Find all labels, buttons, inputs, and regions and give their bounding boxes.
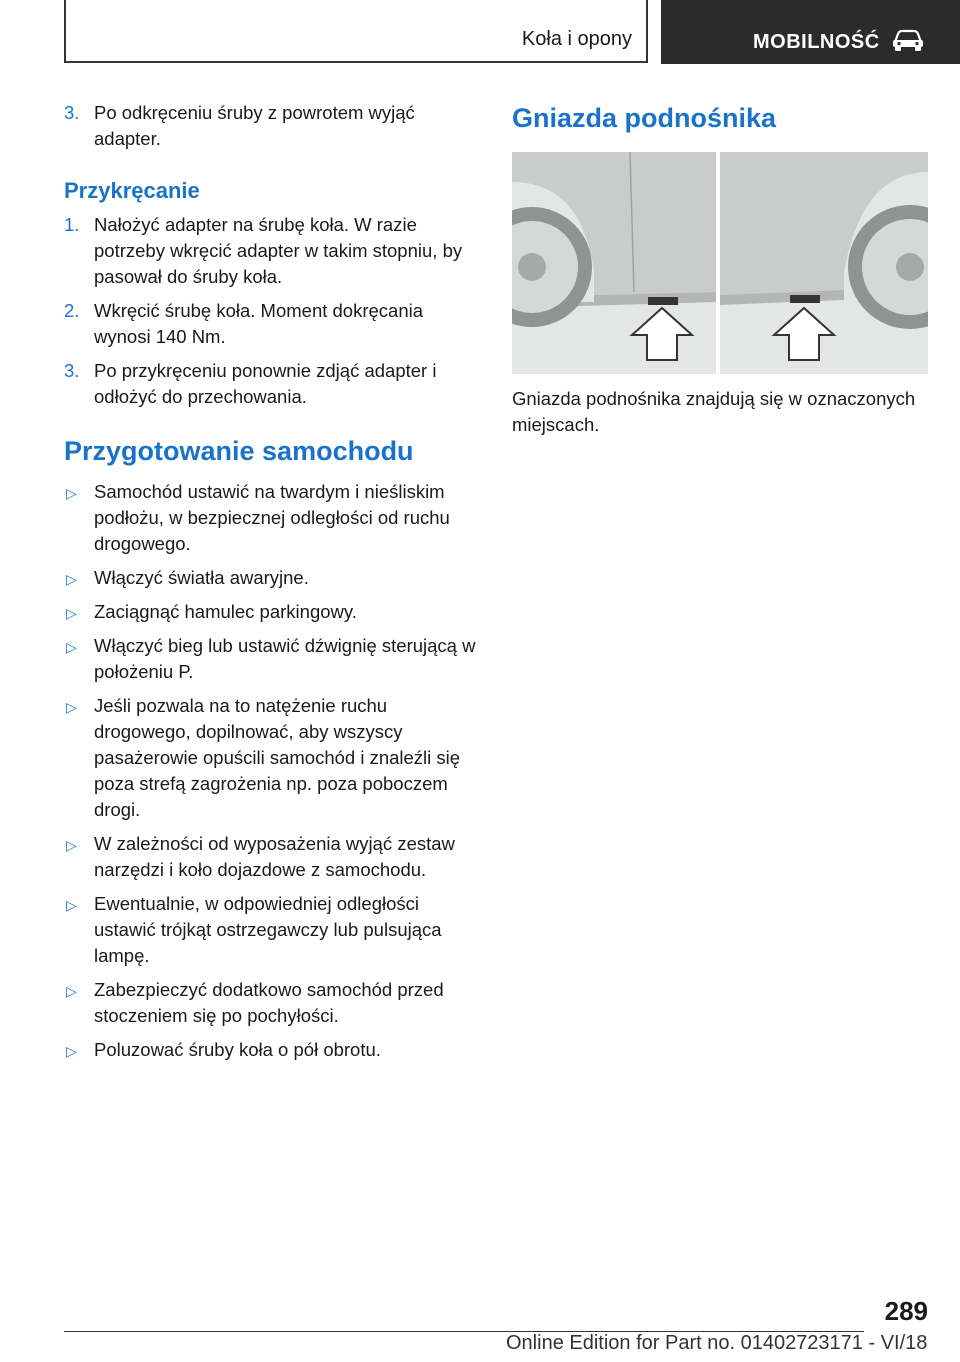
bullet-text: W zależności od wyposażenia wyjąć zestaw narzędzi i koło dojazdowe z samochodu. <box>94 833 455 880</box>
step-number: 2. <box>64 300 80 321</box>
bullet-text: Samochód ustawić na twardym i nieśliskim podłożu, w bezpiecznej odległości od ruchu drogowego. <box>94 481 450 554</box>
bullet-text: Zabezpieczyć dodatkowo samochód przed stoczeniem się po pochyłości. <box>94 979 444 1026</box>
figure-caption: Gniazda podnośnika znajdują się w oznaczonych miejscach. <box>512 388 916 435</box>
step-number: 1. <box>64 214 80 235</box>
list-item <box>64 1037 480 1063</box>
list-item <box>64 693 480 823</box>
bullet-text: Zaciągnąć hamulec parkingowy. <box>94 601 357 622</box>
bullet-triangle-icon: ▷ <box>66 1043 77 1059</box>
screwing-heading: Przykręcanie <box>64 178 200 203</box>
step-number: 3. <box>64 102 80 123</box>
list-item <box>64 633 480 685</box>
list-item <box>64 298 480 350</box>
list-item <box>64 358 480 410</box>
bullet-text: Ewentualnie, w odpowiedniej odległości ustawić trójkąt ostrzegawczy lub pulsująca lampę. <box>94 893 442 966</box>
bullet-triangle-icon: ▷ <box>66 837 77 853</box>
bullet-triangle-icon: ▷ <box>66 605 77 621</box>
left-column <box>64 100 480 1071</box>
list-item <box>64 479 480 557</box>
bullet-triangle-icon: ▷ <box>66 983 77 999</box>
list-item <box>64 565 480 591</box>
bullet-text: Włączyć światła awaryjne. <box>94 567 309 588</box>
page-number: 289 <box>884 1296 928 1326</box>
header-chapter-box <box>661 0 960 64</box>
list-item <box>64 599 480 625</box>
list-item <box>64 212 480 290</box>
car-icon <box>891 28 925 57</box>
chapter-title: MOBILNOŚĆ <box>753 31 880 53</box>
preparation-heading: Przygotowanie samochodu <box>64 436 414 466</box>
bullet-text: Poluzować śruby koła o pół obrotu. <box>94 1039 381 1060</box>
header-section-box <box>64 0 648 63</box>
jack-points-illustration <box>512 152 928 374</box>
jack-points-heading: Gniazda podnośnika <box>512 103 777 133</box>
step-text: Po przykręceniu ponownie zdjąć adapter i odłożyć do przechowania. <box>94 360 437 407</box>
bullet-triangle-icon: ▷ <box>66 639 77 655</box>
bullet-triangle-icon: ▷ <box>66 485 77 501</box>
bullet-triangle-icon: ▷ <box>66 699 77 715</box>
footer-edition: Online Edition for Part no. 01402723171 - VI/18 <box>506 1332 928 1354</box>
step-text: Wkręcić śrubę koła. Moment dokręcania wynosi 140 Nm. <box>94 300 424 347</box>
step-number: 3. <box>64 360 80 381</box>
list-item <box>64 100 480 152</box>
bullet-text: Jeśli pozwala na to natężenie ruchu drogowego, dopilnować, aby wszyscy pasażerowie opuścili samochód i znaleźli się poza strefą zagrożenia np. poza poboczem drogi. <box>94 695 461 820</box>
list-item <box>64 831 480 883</box>
bullet-triangle-icon: ▷ <box>66 571 77 587</box>
section-title: Koła i opony <box>521 28 632 50</box>
right-column <box>512 100 932 438</box>
bullet-triangle-icon: ▷ <box>66 897 77 913</box>
bullet-text: Włączyć bieg lub ustawić dźwignię sterującą w położeniu P. <box>94 635 476 682</box>
list-item <box>64 891 480 969</box>
step-text: Nałożyć adapter na śrubę koła. W razie potrzeby wkręcić adapter w takim stopniu, by pasował do śruby koła. <box>94 214 463 287</box>
list-item <box>64 977 480 1029</box>
step-text: Po odkręceniu śruby z powrotem wyjąć adapter. <box>94 102 415 149</box>
